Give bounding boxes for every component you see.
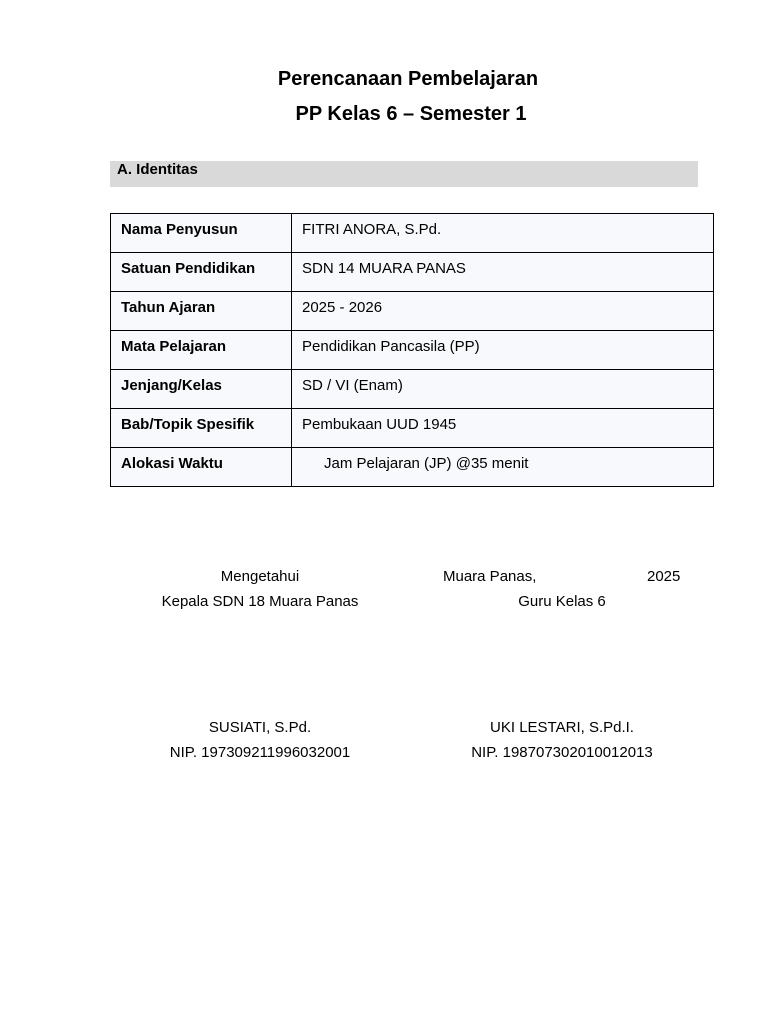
row-value: SD / VI (Enam) [292,370,714,409]
principal-name: SUSIATI, S.Pd. [208,719,312,736]
acknowledged-label: Mengetahui [220,568,300,585]
principal-nip: NIP. 197309211996032001 [169,744,351,761]
teacher-title: Guru Kelas 6 [518,593,606,610]
row-value: SDN 14 MUARA PANAS [292,253,714,292]
section-heading-bar [110,161,698,187]
row-label: Satuan Pendidikan [111,253,292,292]
row-label: Jenjang/Kelas [111,370,292,409]
row-value: Pembukaan UUD 1945 [292,409,714,448]
principal-title: Kepala SDN 18 Muara Panas [161,593,359,610]
table-row [111,331,714,370]
row-value: 2025 - 2026 [292,292,714,331]
teacher-nip: NIP. 198707302010012013 [471,744,653,761]
row-label: Nama Penyusun [111,214,292,253]
table-row [111,292,714,331]
table-row [111,448,714,487]
document-subtitle: PP Kelas 6 – Semester 1 [295,103,527,125]
row-value: Jam Pelajaran (JP) @35 menit [292,448,714,487]
identity-table [110,213,714,487]
table-row [111,370,714,409]
year-label: 2025 [647,568,681,585]
place-label: Muara Panas, [443,568,537,585]
row-value: Pendidikan Pancasila (PP) [292,331,714,370]
table-row [111,253,714,292]
table-row [111,214,714,253]
row-label: Mata Pelajaran [111,331,292,370]
document-title: Perencanaan Pembelajaran [277,68,539,90]
section-heading: A. Identitas [117,161,198,178]
row-label: Bab/Topik Spesifik [111,409,292,448]
row-label: Tahun Ajaran [111,292,292,331]
row-label: Alokasi Waktu [111,448,292,487]
row-value: FITRI ANORA, S.Pd. [292,214,714,253]
table-row [111,409,714,448]
teacher-name: UKI LESTARI, S.Pd.I. [490,719,634,736]
